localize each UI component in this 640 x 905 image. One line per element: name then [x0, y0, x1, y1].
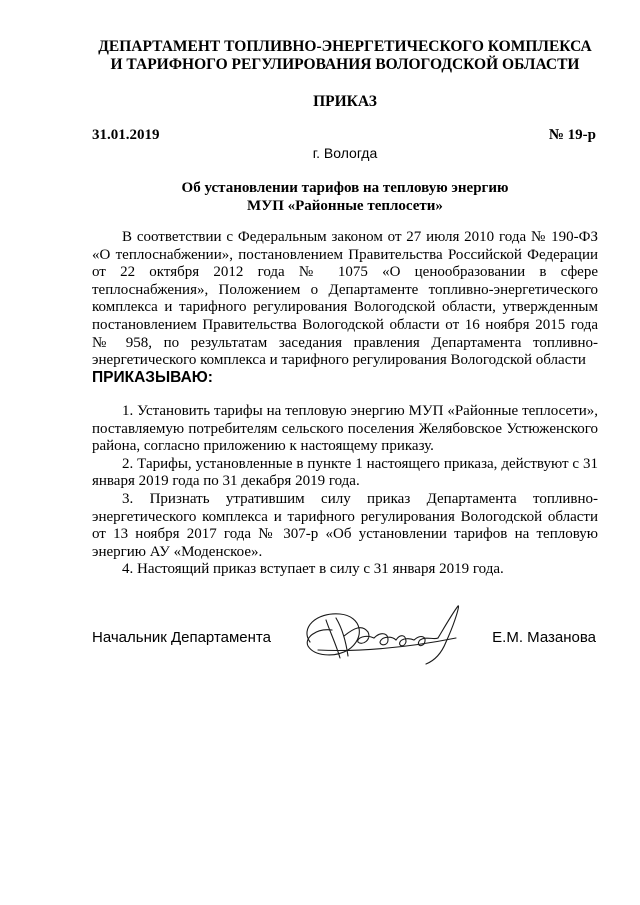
order-directive-word: ПРИКАЗЫВАЮ:	[92, 369, 213, 386]
order-city: г. Вологда	[312, 145, 378, 161]
department-header	[80, 38, 610, 74]
document-type-title: ПРИКАЗ	[313, 93, 377, 110]
order-number: № 19-р	[548, 127, 596, 143]
department-header-line-2: И ТАРИФНОГО РЕГУЛИРОВАНИЯ ВОЛОГОДСКОЙ ОБЛАСТИ	[110, 56, 580, 73]
order-subject-line-1: Об установлении тарифов на тепловую энергию	[181, 180, 509, 196]
department-header-line-1: ДЕПАРТАМЕНТ ТОПЛИВНО-ЭНЕРГЕТИЧЕСКОГО КОМПЛЕКСА	[98, 38, 592, 55]
preamble-paragraph: В соответствии с Федеральным законом от 27 июля 2010 года № 190-ФЗ «О теплоснабжении», постановлением Правительства Российской Федерации от 22 октября 2012 года № 1075 «О ценообразовании в сфере теплоснабжения», Положением о Департаменте топливно-энергетического комплекса и тарифного регулирования Вологодской области, утвержденным постановлением Правительства Вологодской области от 16 ноября 2015 года № 958, по результатам заседания правления Департамента топливно-энергетического комплекса и тарифного регулирования Вологодской области	[92, 229, 598, 369]
order-item-3: 3. Признать утратившим силу приказ Департамента топливно-энергетического комплекса и тарифного регулирования Вологодской области от 13 ноября 2017 года № 307-р «Об установлении тарифов на тепловую энергию АУ «Моденское».	[92, 490, 598, 560]
order-subject	[80, 179, 610, 215]
order-item-2: 2. Тарифы, установленные в пункте 1 настоящего приказа, действуют с 31 января 2019 года по 31 декабря 2019 года.	[92, 455, 598, 490]
order-subject-line-2: МУП «Районные теплосети»	[247, 198, 443, 214]
order-items-list	[92, 403, 598, 579]
order-item-4: 4. Настоящий приказ вступает в силу с 31 января 2019 года.	[122, 561, 504, 578]
order-item-1: 1. Установить тарифы на тепловую энергию МУП «Районные теплосети», поставляемую потребителям сельского поселения Желябовское Устюженского района, согласно приложению к настоящему приказу.	[92, 403, 598, 455]
order-date: 31.01.2019	[92, 127, 160, 143]
signer-title: Начальник Департамента	[92, 629, 271, 646]
handwritten-signature	[296, 598, 472, 670]
signer-name: Е.М. Мазанова	[492, 629, 596, 646]
